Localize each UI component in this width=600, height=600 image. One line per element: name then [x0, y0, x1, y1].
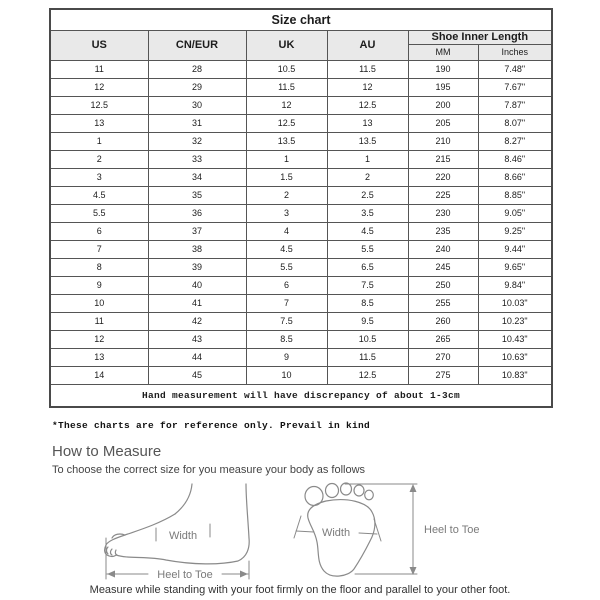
table-cell: 205 [408, 114, 478, 132]
sole-width-label: Width [321, 527, 351, 539]
col-header-mm: MM [408, 44, 478, 60]
table-cell: 13.5 [327, 132, 408, 150]
table-cell: 8.85" [478, 186, 552, 204]
table-row [50, 330, 552, 348]
table-cell: 3.5 [327, 204, 408, 222]
table-cell: 10 [246, 366, 327, 384]
table-cell: 12.5 [327, 96, 408, 114]
table-cell: 8.46" [478, 150, 552, 168]
table-cell: 5.5 [50, 204, 148, 222]
table-cell: 36 [148, 204, 246, 222]
table-row [50, 186, 552, 204]
table-cell: 9.84" [478, 276, 552, 294]
table-cell: 44 [148, 348, 246, 366]
table-cell: 6 [50, 222, 148, 240]
table-cell: 4 [246, 222, 327, 240]
table-footer-note: Hand measurement will have discrepancy of about 1-3cm [50, 384, 552, 407]
table-cell: 2.5 [327, 186, 408, 204]
table-cell: 6 [246, 276, 327, 294]
table-cell: 43 [148, 330, 246, 348]
table-title: Size chart [50, 9, 552, 30]
table-row [50, 366, 552, 384]
table-cell: 230 [408, 204, 478, 222]
table-cell: 9.25" [478, 222, 552, 240]
table-cell: 6.5 [327, 258, 408, 276]
table-cell: 245 [408, 258, 478, 276]
table-cell: 34 [148, 168, 246, 186]
table-cell: 32 [148, 132, 246, 150]
table-cell: 10.5 [246, 60, 327, 78]
table-row [50, 60, 552, 78]
table-cell: 1 [246, 150, 327, 168]
table-cell: 7 [50, 240, 148, 258]
table-cell: 12 [246, 96, 327, 114]
table-row [50, 240, 552, 258]
table-row [50, 168, 552, 186]
table-cell: 12 [50, 330, 148, 348]
table-cell: 215 [408, 150, 478, 168]
col-header-us: US [50, 30, 148, 60]
table-cell: 11.5 [246, 78, 327, 96]
table-cell: 275 [408, 366, 478, 384]
size-table-body [50, 60, 552, 384]
table-cell: 12.5 [327, 366, 408, 384]
table-cell: 30 [148, 96, 246, 114]
table-cell: 9.44" [478, 240, 552, 258]
table-row [50, 258, 552, 276]
foot-sole-view-diagram [281, 482, 496, 582]
table-cell: 5.5 [246, 258, 327, 276]
table-cell: 5.5 [327, 240, 408, 258]
col-header-inches: Inches [478, 44, 552, 60]
measure-diagrams [98, 482, 600, 582]
table-row [50, 312, 552, 330]
table-cell: 265 [408, 330, 478, 348]
table-cell: 9 [50, 276, 148, 294]
table-cell: 7.48" [478, 60, 552, 78]
table-cell: 9.05" [478, 204, 552, 222]
how-to-measure-intro: To choose the correct size for you measure your body as follows [52, 464, 366, 476]
size-chart-table [49, 8, 553, 408]
table-cell: 2 [246, 186, 327, 204]
measure-instruction: Measure while standing with your foot firmly on the floor and parallel to your other foot. [89, 584, 511, 596]
side-heel-to-toe-label: Heel to Toe [157, 569, 213, 581]
table-cell: 11 [50, 60, 148, 78]
col-header-shoe-inner-length: Shoe Inner Length [408, 30, 552, 44]
table-cell: 42 [148, 312, 246, 330]
table-cell: 2 [50, 150, 148, 168]
table-cell: 12 [50, 78, 148, 96]
table-row [50, 78, 552, 96]
table-row [50, 348, 552, 366]
table-cell: 210 [408, 132, 478, 150]
table-row [50, 96, 552, 114]
table-title-row [50, 9, 552, 30]
table-cell: 12 [327, 78, 408, 96]
table-cell: 10 [50, 294, 148, 312]
table-cell: 11.5 [327, 60, 408, 78]
table-cell: 10.83" [478, 366, 552, 384]
table-cell: 7.5 [246, 312, 327, 330]
table-cell: 11.5 [327, 348, 408, 366]
col-header-uk: UK [246, 30, 327, 60]
table-cell: 195 [408, 78, 478, 96]
col-header-au: AU [327, 30, 408, 60]
arrow-up-icon [410, 484, 417, 492]
table-cell: 12.5 [50, 96, 148, 114]
table-cell: 8.27" [478, 132, 552, 150]
table-cell: 9 [246, 348, 327, 366]
table-cell: 7 [246, 294, 327, 312]
foot-side-view-diagram [98, 482, 273, 582]
table-cell: 4.5 [246, 240, 327, 258]
table-header-row [50, 30, 552, 44]
table-cell: 10.23" [478, 312, 552, 330]
table-cell: 39 [148, 258, 246, 276]
table-cell: 260 [408, 312, 478, 330]
table-cell: 12.5 [246, 114, 327, 132]
table-row [50, 114, 552, 132]
table-cell: 4.5 [327, 222, 408, 240]
table-row [50, 276, 552, 294]
table-cell: 2 [327, 168, 408, 186]
table-cell: 13 [50, 114, 148, 132]
table-cell: 8.66" [478, 168, 552, 186]
side-width-label: Width [168, 530, 198, 542]
table-cell: 38 [148, 240, 246, 258]
table-cell: 8.07" [478, 114, 552, 132]
table-cell: 11 [50, 312, 148, 330]
table-cell: 10.43" [478, 330, 552, 348]
sole-heel-to-toe-label: Heel to Toe [424, 524, 480, 536]
table-cell: 4.5 [50, 186, 148, 204]
table-cell: 250 [408, 276, 478, 294]
table-cell: 13 [327, 114, 408, 132]
table-cell: 7.5 [327, 276, 408, 294]
table-cell: 8 [50, 258, 148, 276]
table-row [50, 204, 552, 222]
table-footer-row [50, 384, 552, 407]
table-cell: 7.67" [478, 78, 552, 96]
table-row [50, 132, 552, 150]
table-row [50, 222, 552, 240]
table-cell: 7.87" [478, 96, 552, 114]
arrow-right-icon [240, 571, 248, 578]
table-cell: 255 [408, 294, 478, 312]
table-cell: 10.5 [327, 330, 408, 348]
col-header-cneur: CN/EUR [148, 30, 246, 60]
table-cell: 8.5 [327, 294, 408, 312]
table-cell: 10.63" [478, 348, 552, 366]
reference-note: *These charts are for reference only. Prevail in kind [52, 420, 371, 431]
table-cell: 31 [148, 114, 246, 132]
table-cell: 13.5 [246, 132, 327, 150]
table-cell: 33 [148, 150, 246, 168]
table-cell: 1.5 [246, 168, 327, 186]
table-cell: 28 [148, 60, 246, 78]
table-cell: 3 [50, 168, 148, 186]
table-cell: 270 [408, 348, 478, 366]
how-to-measure-heading: How to Measure [52, 443, 162, 460]
table-cell: 29 [148, 78, 246, 96]
table-cell: 190 [408, 60, 478, 78]
table-cell: 45 [148, 366, 246, 384]
table-cell: 10.03" [478, 294, 552, 312]
table-cell: 14 [50, 366, 148, 384]
table-cell: 35 [148, 186, 246, 204]
table-row [50, 150, 552, 168]
table-cell: 9.5 [327, 312, 408, 330]
table-row [50, 294, 552, 312]
table-cell: 200 [408, 96, 478, 114]
table-cell: 235 [408, 222, 478, 240]
arrow-left-icon [107, 571, 115, 578]
table-cell: 240 [408, 240, 478, 258]
table-cell: 13 [50, 348, 148, 366]
table-cell: 37 [148, 222, 246, 240]
table-cell: 41 [148, 294, 246, 312]
table-cell: 3 [246, 204, 327, 222]
table-cell: 225 [408, 186, 478, 204]
table-cell: 1 [50, 132, 148, 150]
table-cell: 40 [148, 276, 246, 294]
table-cell: 1 [327, 150, 408, 168]
table-cell: 8.5 [246, 330, 327, 348]
table-cell: 220 [408, 168, 478, 186]
table-cell: 9.65" [478, 258, 552, 276]
